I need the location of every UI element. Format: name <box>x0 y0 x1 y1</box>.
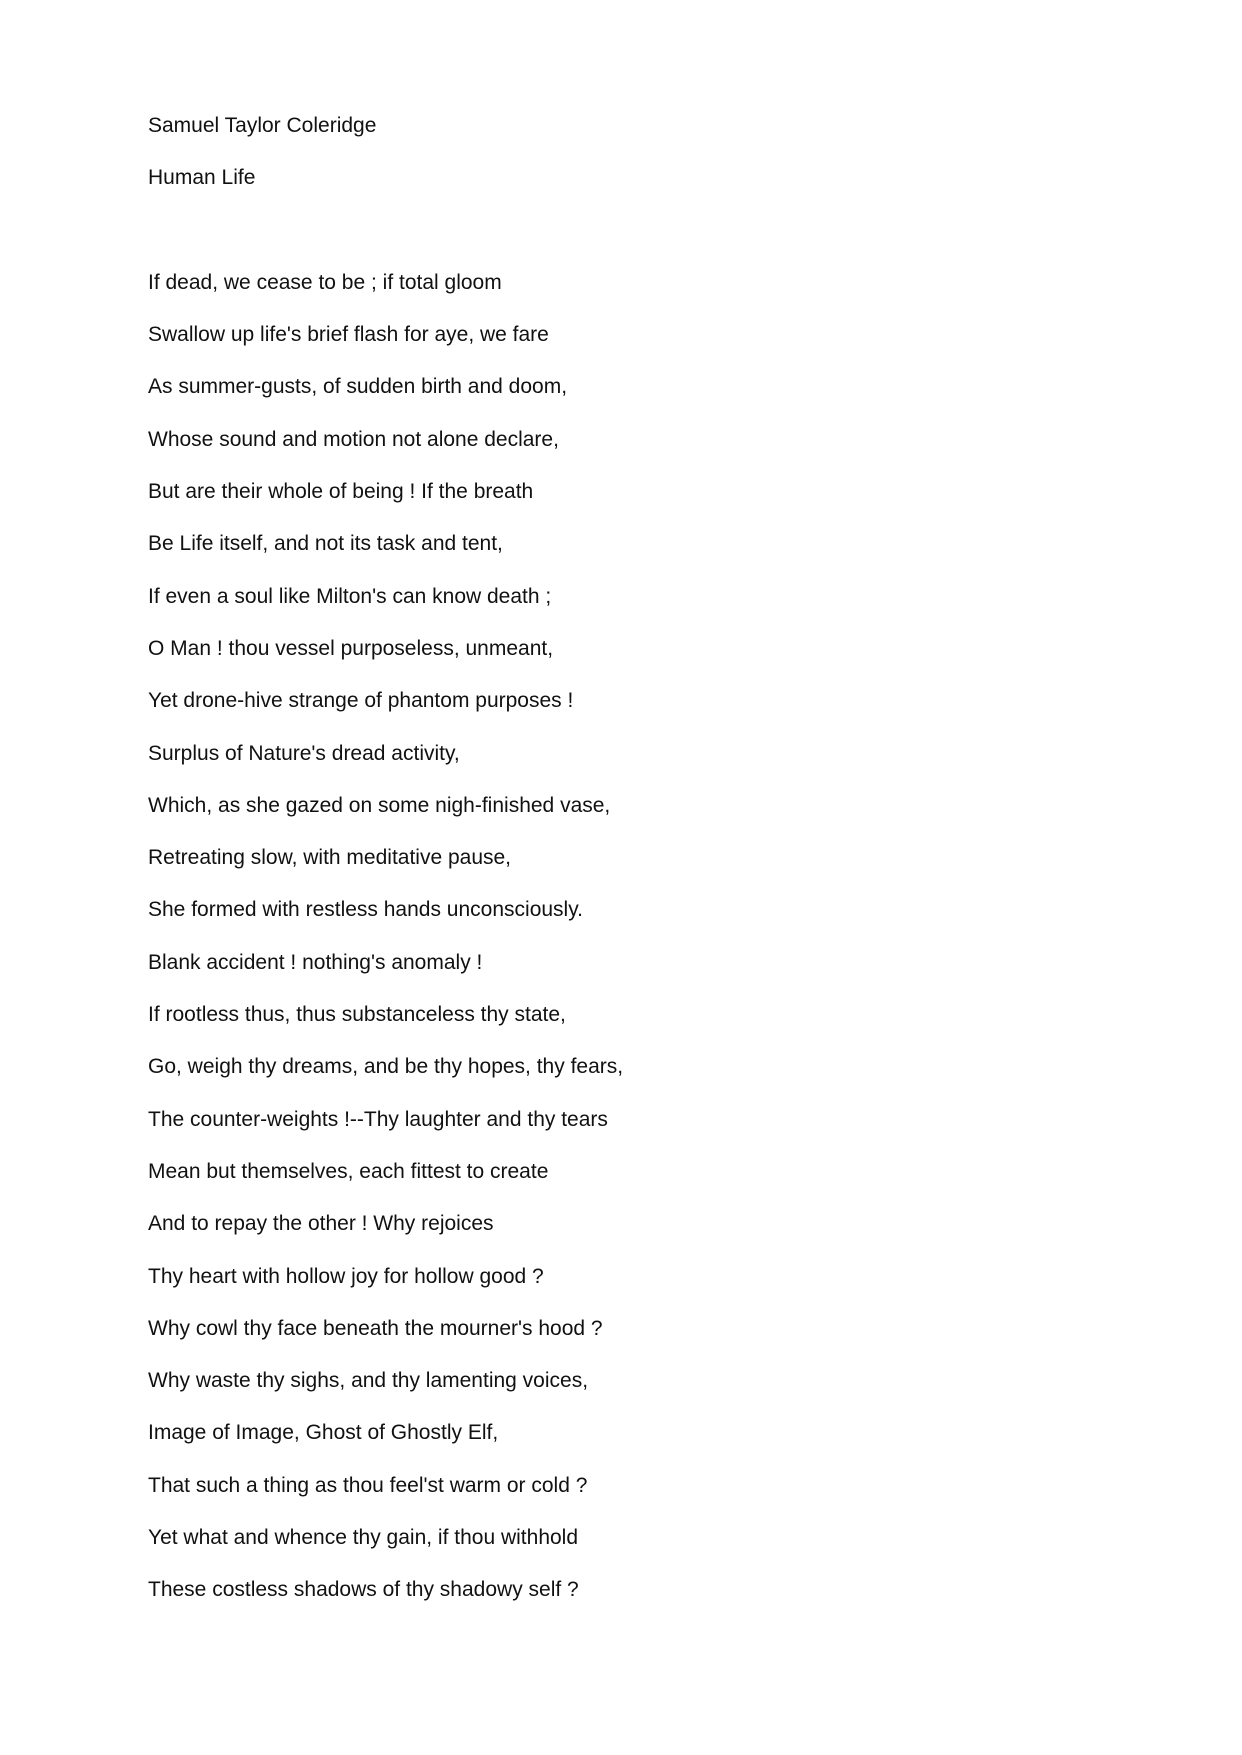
poem-line: These costless shadows of thy shadowy self ? <box>148 1578 579 1602</box>
poem-line: Which, as she gazed on some nigh-finished vase, <box>148 793 611 817</box>
poem-line: She formed with restless hands unconsciously. <box>148 898 583 922</box>
poem-line: Blank accident ! nothing's anomaly ! <box>148 950 483 974</box>
author-name: Samuel Taylor Coleridge <box>148 114 377 137</box>
poem-line: Why waste thy sighs, and thy lamenting voices, <box>148 1369 589 1393</box>
poem-line: Yet drone-hive strange of phantom purposes ! <box>148 689 574 713</box>
blank-line <box>148 211 1148 263</box>
poem-line: Thy heart with hollow joy for hollow good ? <box>148 1264 544 1288</box>
poem-line: Be Life itself, and not its task and tent, <box>148 532 503 556</box>
poem-line: If rootless thus, thus substanceless thy state, <box>148 1003 566 1027</box>
poem-line: And to repay the other ! Why rejoices <box>148 1212 494 1236</box>
poem-line: If even a soul like Milton's can know death ; <box>148 584 552 608</box>
poem-line: Why cowl thy face beneath the mourner's hood ? <box>148 1316 603 1340</box>
poem-line: That such a thing as thou feel'st warm or cold ? <box>148 1473 588 1497</box>
poem-line: O Man ! thou vessel purposeless, unmeant, <box>148 636 554 660</box>
poem-line: The counter-weights !--Thy laughter and thy tears <box>148 1107 608 1131</box>
poem-line: Whose sound and motion not alone declare, <box>148 427 559 451</box>
poem-line: If dead, we cease to be ; if total gloom <box>148 270 502 294</box>
poem-line: But are their whole of being ! If the breath <box>148 480 534 504</box>
poem-line: Swallow up life's brief flash for aye, we fare <box>148 323 549 347</box>
poem-line: Surplus of Nature's dread activity, <box>148 741 460 765</box>
poem-line: As summer-gusts, of sudden birth and doom, <box>148 375 568 399</box>
poem-line: Yet what and whence thy gain, if thou withhold <box>148 1526 579 1550</box>
poem-body <box>148 263 1148 1623</box>
poem-text <box>148 106 1148 1623</box>
poem-title: Human Life <box>148 166 256 190</box>
poem-line: Image of Image, Ghost of Ghostly Elf, <box>148 1421 499 1445</box>
poem-line: Mean but themselves, each fittest to create <box>148 1159 549 1183</box>
poem-line: Retreating slow, with meditative pause, <box>148 846 512 870</box>
poem-line: Go, weigh thy dreams, and be thy hopes, thy fears, <box>148 1055 624 1079</box>
